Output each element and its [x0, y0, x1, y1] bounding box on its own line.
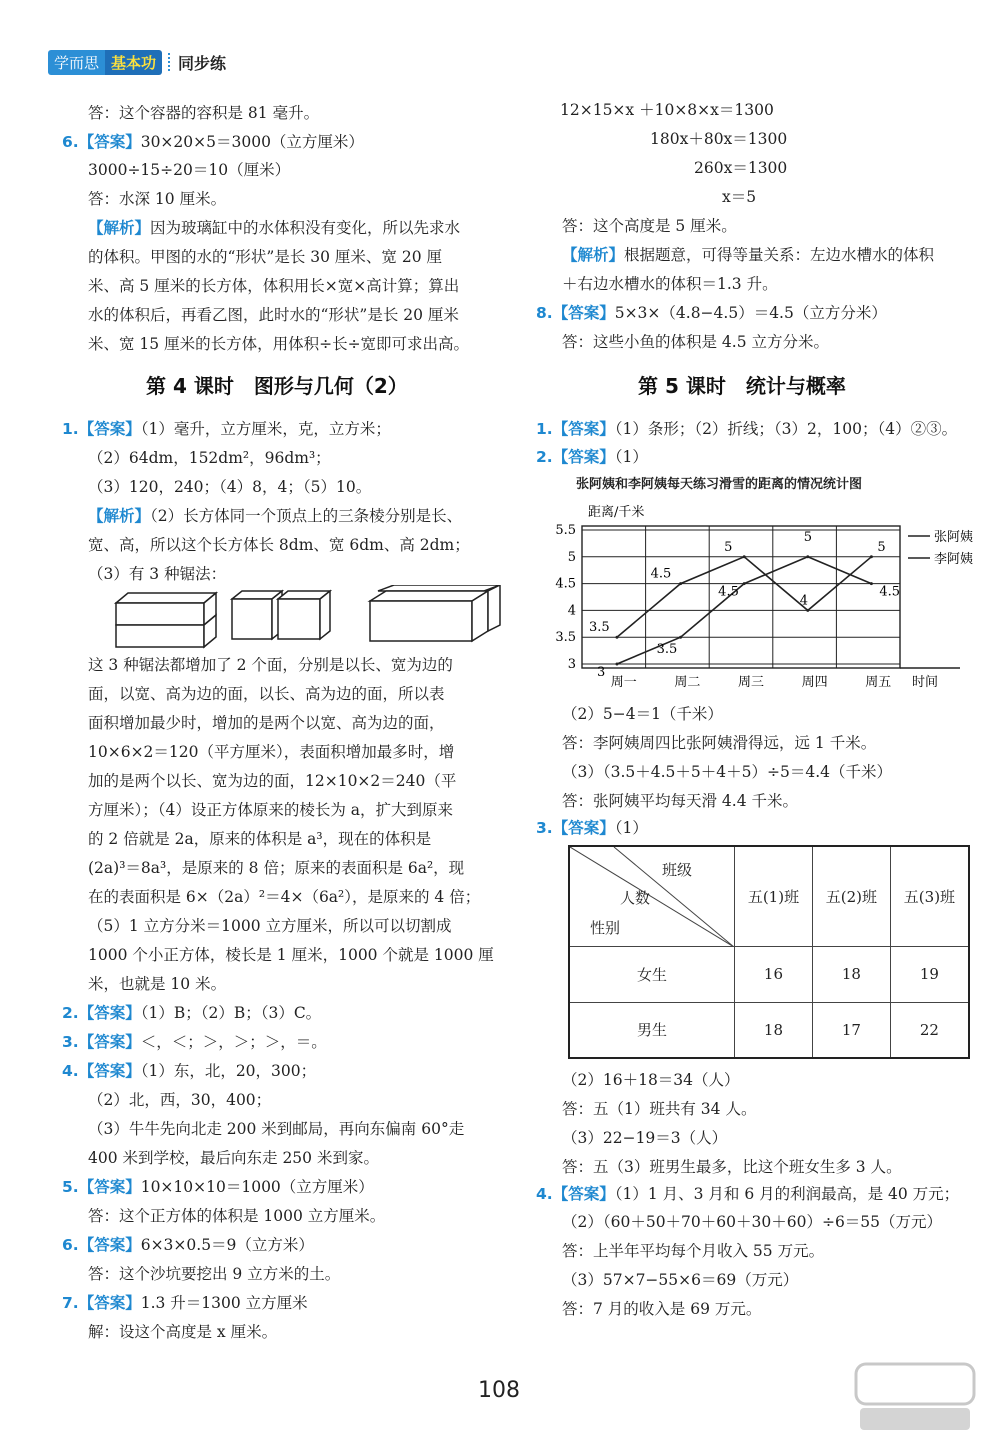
- text-line: (2a)³＝8a³，是原来的 8 倍；原来的表面积是 6a²，现: [88, 859, 465, 877]
- text-line: 答：这个沙坑要挖出 9 立方米的土。: [88, 1265, 341, 1283]
- text-line: 水的体积后，再看乙图，此时水的“形状”是长 20 厘米: [88, 306, 459, 324]
- cuboid-face: [488, 585, 500, 631]
- data-label: 5: [724, 539, 733, 555]
- row-label: 男生: [569, 1002, 735, 1058]
- data-point: [870, 582, 873, 585]
- gender-table: [568, 845, 970, 1059]
- analysis-line: [88, 217, 460, 239]
- text-line: （3）（3.5＋4.5＋5＋4＋5）÷5＝4.4（千米）: [562, 763, 892, 781]
- watermark-graphic: [850, 1360, 980, 1435]
- answer-text: 5×3×（4.8−4.5）＝4.5（立方分米）: [614, 304, 887, 322]
- y-tick-label: 3.5: [555, 630, 576, 646]
- chart-labels: [589, 529, 973, 680]
- answer-tag: 【答案】: [78, 1294, 141, 1312]
- data-label: 4: [799, 593, 809, 609]
- text-line: 加的是两个以长、宽为边的面，12×10×2＝240（平: [88, 772, 457, 790]
- legend-label: 张阿姨: [934, 530, 974, 545]
- cuboid-face: [370, 591, 488, 601]
- analysis-line: [88, 505, 462, 527]
- data-label: 3.5: [588, 620, 610, 636]
- question-number: 3.: [536, 819, 553, 837]
- answer-tag: 【答案】: [552, 1185, 615, 1203]
- text-line: 答：五（3）班男生最多，比这个班女生多 3 人。: [562, 1158, 902, 1176]
- left-answer-line: 答：这个容器的容积是 81 毫升。: [88, 104, 320, 122]
- cuboid-face: [232, 599, 272, 639]
- text-line: ＋右边水槽水的体积＝1.3 升。: [562, 275, 778, 293]
- table-row: [569, 946, 969, 1002]
- text-line: 答：五（1）班共有 34 人。: [562, 1100, 757, 1118]
- text-line: 的 2 倍就是 2a，原来的体积是 a³，现在的体积是: [88, 830, 432, 848]
- cuboid-face: [116, 603, 204, 625]
- answer-tag: 【答案】: [552, 448, 615, 466]
- section1-q7: [62, 1292, 308, 1314]
- equation-line: 180x＋80x＝1300: [650, 130, 788, 148]
- x-tick-label: 周二: [674, 675, 701, 690]
- answer-tag: 【答案】: [78, 1236, 141, 1254]
- analysis-tag: 【解析】: [88, 507, 151, 525]
- answer-text: 6×3×0.5＝9（立方米）: [140, 1236, 314, 1254]
- answer-text: （1）B；（2）B；（3）C。: [140, 1004, 322, 1022]
- text-line: （2）（60＋50＋70＋60＋30＋60）÷6＝55（万元）: [562, 1213, 943, 1231]
- question-number: 1.: [536, 420, 553, 438]
- y-tick-label: 5.5: [555, 523, 576, 538]
- answer-tag: 【答案】: [78, 420, 141, 438]
- y-tick-label: 4.5: [555, 576, 576, 592]
- chart-frame: [582, 526, 900, 668]
- text-line: 米，也就是 10 米。: [88, 975, 227, 993]
- y-axis-label: 距离/千米: [588, 505, 645, 520]
- question-number: 7.: [62, 1294, 79, 1312]
- question-number: 6.: [62, 133, 79, 151]
- text-line: 400 米到学校，最后向东走 250 米到家。: [88, 1149, 379, 1167]
- brand-part-2: 基本功: [105, 50, 162, 75]
- data-point: [806, 609, 809, 612]
- table-cell: 18: [735, 1002, 813, 1058]
- section-heading-5: 第 5 课时 统计与概率: [638, 374, 846, 398]
- equation-line: 260x＝1300: [694, 159, 788, 177]
- data-label: 5: [803, 529, 813, 545]
- text-line: （3）有 3 种锯法：: [88, 565, 227, 583]
- brand-part-1: 学而思: [48, 50, 105, 75]
- text-line: 1000 个小正方体，棱长是 1 厘米，1000 个就是 1000 厘: [88, 946, 494, 964]
- text-line: （2）5−4＝1（千米）: [562, 705, 723, 723]
- chart-title: 张阿姨和李阿姨每天练习滑雪的距离的情况统计图: [576, 477, 863, 492]
- answer-text: ＜，＜；＞，＞；＞，＝。: [140, 1033, 327, 1051]
- text-line: 答：李阿姨周四比张阿姨滑得远，远 1 千米。: [562, 734, 877, 752]
- x-tick-label: 周三: [737, 675, 765, 690]
- data-label: 4.5: [650, 566, 672, 582]
- text-line: 答：这些小鱼的体积是 4.5 立方分米。: [562, 333, 830, 351]
- y-tick-label: 3: [567, 657, 576, 672]
- text-line: （3）120，240；（4）8，4；（5）10。: [88, 478, 372, 496]
- text-line: （3）57×7−55×6＝69（万元）: [562, 1271, 799, 1289]
- answer-text: （1）: [614, 819, 648, 837]
- section1-q2: [62, 1002, 321, 1024]
- analysis-text: （2）长方体同一个顶点上的三条棱分别是长、: [150, 507, 463, 525]
- section1-q1: [62, 418, 391, 440]
- text-line: 3000÷15÷20＝10（厘米）: [88, 161, 291, 179]
- data-label: 4.5: [718, 584, 739, 600]
- answer-tag: 【答案】: [78, 133, 141, 151]
- question-6: [62, 131, 364, 153]
- x-tick-label: 周五: [865, 675, 892, 690]
- x-tick-label: 周四: [801, 675, 828, 690]
- column-header: 五(2)班: [812, 846, 890, 946]
- header-count: 人数: [620, 889, 651, 907]
- question-number: 1.: [62, 420, 79, 438]
- answer-text: （1）东，北，20，300；: [140, 1062, 317, 1080]
- question-number: 2.: [62, 1004, 79, 1022]
- text-line: （2）16＋18＝34（人）: [562, 1071, 740, 1089]
- data-label: 5: [877, 539, 886, 555]
- answer-tag: 【答案】: [78, 1178, 141, 1196]
- cuboid-face: [116, 625, 204, 647]
- chart-grid: [582, 526, 900, 668]
- text-line: （5）1 立方分米＝1000 立方厘米，所以可以切割成: [88, 917, 452, 935]
- text-line: （3）牛牛先向北走 200 米到邮局，再向东偏南 60°走: [88, 1120, 465, 1138]
- answer-text: （1）: [614, 448, 648, 466]
- text-line: 方厘米）；（4）设正方体原来的棱长为 a，扩大到原来: [88, 801, 454, 819]
- answer-text: 30×20×5＝3000（立方厘米）: [140, 133, 364, 151]
- data-point: [743, 582, 746, 585]
- text-line: 这 3 种锯法都增加了 2 个面，分别是以长、宽为边的: [88, 656, 453, 674]
- data-label: 3: [596, 665, 606, 680]
- x-axis-label: 时间: [912, 675, 939, 690]
- brand-part-3: 同步练: [178, 53, 227, 73]
- sawing-diagram: [108, 585, 508, 655]
- section1-q4: [62, 1060, 316, 1082]
- equation-line: 12×15×x ＋10×8×x＝1300: [560, 101, 774, 119]
- text-line: 答：这个正方体的体积是 1000 立方厘米。: [88, 1207, 386, 1225]
- cuboid-face: [370, 601, 472, 641]
- text-line: 答：水深 10 厘米。: [88, 190, 227, 208]
- answer-text: （1）1 月、3 月和 6 月的利润最高，是 40 万元；: [614, 1185, 960, 1203]
- row-label: 女生: [569, 946, 735, 1002]
- answer-text: 10×10×10＝1000（立方厘米）: [140, 1178, 374, 1196]
- analysis-tag: 【解析】: [562, 246, 625, 264]
- data-point: [615, 663, 618, 666]
- y-tick-label: 5: [567, 549, 576, 565]
- cuboid-face: [378, 585, 500, 591]
- text-line: 面积增加最少时，增加的是两个以宽、高为边的面，: [88, 714, 445, 732]
- text-line: 答：上半年平均每个月收入 55 万元。: [562, 1242, 825, 1260]
- section2-q2: [536, 446, 648, 468]
- data-label: 3.5: [656, 642, 678, 658]
- text-line: 的体积。甲图的水的“形状”是长 30 厘米、宽 20 厘: [88, 248, 443, 266]
- answer-text: 1.3 升＝1300 立方厘米: [140, 1294, 308, 1312]
- section2-q3: [536, 817, 648, 839]
- question-number: 5.: [62, 1178, 79, 1196]
- data-point: [743, 555, 746, 558]
- table-cell: 16: [735, 946, 813, 1002]
- text-line: 答：这个高度是 5 厘米。: [562, 217, 737, 235]
- analysis-text: 根据题意，可得等量关系：左边水槽水的体积: [624, 246, 935, 264]
- question-number: 2.: [536, 448, 553, 466]
- question-number: 8.: [536, 304, 553, 322]
- answer-tag: 【答案】: [552, 420, 615, 438]
- answer-text: （1）条形；（2）折线；（3）2，100；（4）②③。: [614, 420, 958, 438]
- question-number: 6.: [62, 1236, 79, 1254]
- header-class: 班级: [662, 861, 693, 879]
- question-number: 3.: [62, 1033, 79, 1051]
- analysis-text: 因为玻璃缸中的水体积没有变化，所以先求水: [150, 219, 461, 237]
- section-heading-4: 第 4 课时 图形与几何（2）: [146, 374, 408, 398]
- text-line: 答：7 月的收入是 69 万元。: [562, 1300, 762, 1318]
- section1-q3: [62, 1031, 327, 1053]
- table-cell: 22: [890, 1002, 969, 1058]
- question-number: 4.: [62, 1062, 79, 1080]
- answer-tag: 【答案】: [78, 1004, 141, 1022]
- watermark-logo: [850, 1360, 980, 1435]
- data-point: [679, 636, 682, 639]
- cuboid-face: [278, 599, 320, 639]
- table-cell: 17: [812, 1002, 890, 1058]
- table-cell: 19: [890, 946, 969, 1002]
- table-cell: 18: [812, 946, 890, 1002]
- brand-separator: [168, 53, 172, 71]
- answer-tag: 【答案】: [552, 304, 615, 322]
- data-point: [870, 555, 873, 558]
- question-number: 4.: [536, 1185, 553, 1203]
- x-tick-label: 周一: [610, 675, 637, 690]
- section1-q6: [62, 1234, 314, 1256]
- header-gender: 性别: [590, 919, 621, 937]
- analysis-line: [562, 244, 934, 266]
- table-row: [569, 1002, 969, 1058]
- page-number: 108: [478, 1378, 520, 1403]
- answer-tag: 【答案】: [78, 1062, 141, 1080]
- text-line: 在的表面积是 6×（2a）²＝4×（6a²），是原来的 4 倍；: [88, 888, 481, 906]
- text-line: 宽、高，所以这个长方体长 8dm、宽 6dm、高 2dm；: [88, 536, 470, 554]
- column-header: 五(3)班: [890, 846, 969, 946]
- text-line: （2）64dm，152dm²，96dm³；: [88, 449, 331, 467]
- data-point: [679, 582, 682, 585]
- y-tick-label: 4: [567, 603, 576, 619]
- answer-tag: 【答案】: [552, 819, 615, 837]
- text-line: （3）22−19＝3（人）: [562, 1129, 728, 1147]
- text-line: 米、宽 15 厘米的长方体，用体积÷长÷宽即可求出高。: [88, 335, 470, 353]
- section2-q1: [536, 418, 957, 440]
- cuboid-face: [320, 591, 330, 639]
- cuboid-face: [116, 593, 216, 603]
- brand-header: [48, 50, 226, 74]
- section1-q5: [62, 1176, 374, 1198]
- line-chart: [540, 498, 990, 698]
- table-corner-cell: [569, 846, 735, 946]
- data-label: 4.5: [879, 584, 901, 600]
- analysis-tag: 【解析】: [88, 219, 151, 237]
- column-header: 五(1)班: [735, 846, 813, 946]
- answer-text: （1）毫升，立方厘米，克，立方米；: [140, 420, 391, 438]
- text-line: （2）北，西，30，400；: [88, 1091, 272, 1109]
- legend-label: 李阿姨: [934, 552, 974, 567]
- text-line: 面，以宽、高为边的面，以长、高为边的面，所以表: [88, 685, 445, 703]
- text-line: 米、高 5 厘米的长方体，体积用长×宽×高计算；算出: [88, 277, 460, 295]
- text-line: 10×6×2＝120（平方厘米），表面积增加最多时，增: [88, 743, 455, 761]
- text-line: 答：张阿姨平均每天滑 4.4 千米。: [562, 792, 799, 810]
- section2-q4: [536, 1183, 959, 1205]
- question-8: [536, 302, 887, 324]
- equation-line: x＝5: [722, 188, 757, 206]
- text-line: 解：设这个高度是 x 厘米。: [88, 1323, 278, 1341]
- answer-tag: 【答案】: [78, 1033, 141, 1051]
- data-point: [806, 555, 809, 558]
- data-point: [615, 636, 618, 639]
